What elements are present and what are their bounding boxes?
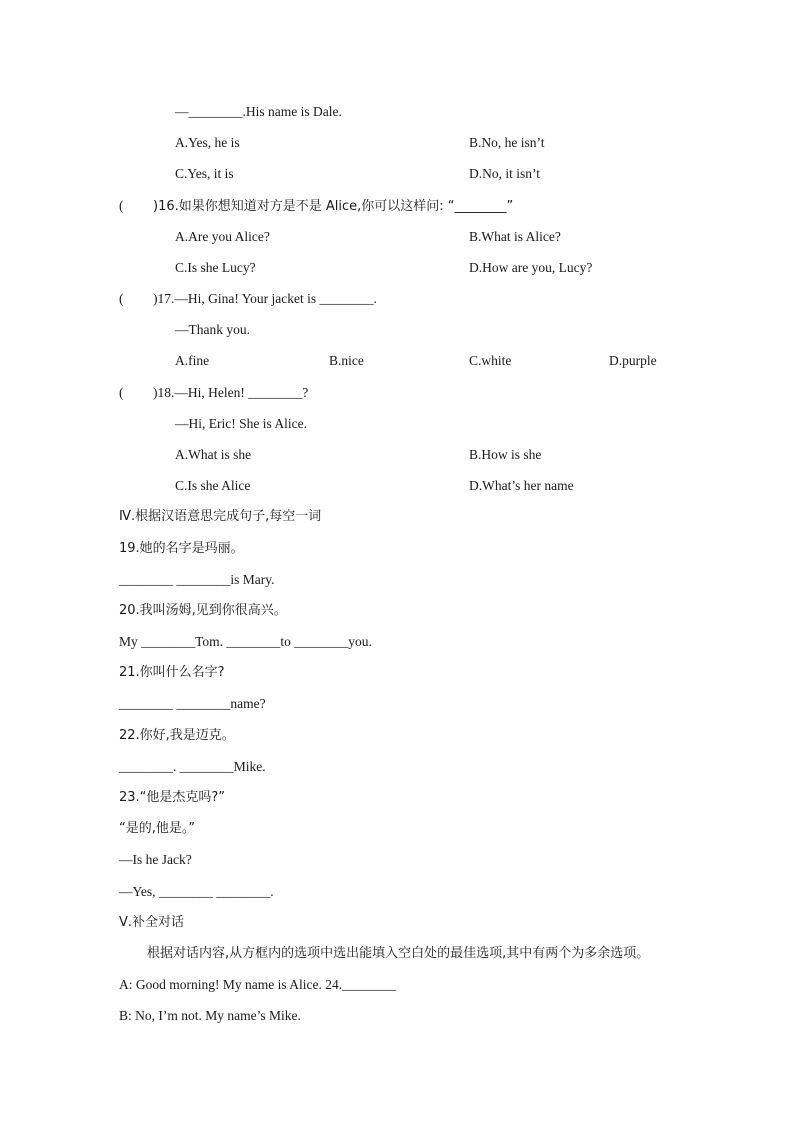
answer-paren: ( xyxy=(119,198,124,213)
q23-line-2: —Yes, ________ ________. xyxy=(119,884,274,899)
q18-reply: —Hi, Eric! She is Alice. xyxy=(175,416,307,431)
q18-option-b: B.How is she xyxy=(469,447,542,462)
q23-prompt-2: “是的,他是。” xyxy=(119,821,196,836)
q16-option-c: C.Is she Lucy? xyxy=(175,260,256,275)
q17-stem-line xyxy=(119,290,377,308)
q17-reply: —Thank you. xyxy=(175,322,250,337)
q17-stem: )17.—Hi, Gina! Your jacket is ________. xyxy=(153,291,377,306)
q15-option-b: B.No, he isn’t xyxy=(469,135,545,150)
q22-prompt: 22.你好,我是迈克。 xyxy=(119,728,235,743)
q21-prompt: 21.你叫什么名字? xyxy=(119,665,225,680)
q16-stem: )16.如果你想知道对方是不是 Alice,你可以这样问: “________” xyxy=(153,199,514,214)
q23-line-1: —Is he Jack? xyxy=(119,852,192,867)
q17-option-b: B.nice xyxy=(329,353,364,368)
q16-stem-line xyxy=(119,197,513,216)
q16-option-a: A.Are you Alice? xyxy=(175,229,270,244)
q20-answer: My ________Tom. ________to ________you. xyxy=(119,634,372,649)
q21-answer: ________ ________name? xyxy=(119,696,266,711)
q17-option-c: C.white xyxy=(469,353,512,368)
q15-option-d: D.No, it isn’t xyxy=(469,166,541,181)
q17-option-d: D.purple xyxy=(609,353,657,368)
section-4-title: Ⅳ.根据汉语意思完成句子,每空一词 xyxy=(119,509,322,524)
q16-option-d: D.How are you, Lucy? xyxy=(469,260,593,275)
q23-prompt-1: 23.“他是杰克吗?” xyxy=(119,790,226,805)
answer-paren: ( xyxy=(119,291,124,306)
q19-answer: ________ ________is Mary. xyxy=(119,572,275,587)
q16-option-b: B.What is Alice? xyxy=(469,229,561,244)
section-5-title: Ⅴ.补全对话 xyxy=(119,915,185,930)
answer-paren: ( xyxy=(119,385,124,400)
q18-option-c: C.Is she Alice xyxy=(175,478,251,493)
q15-option-c: C.Yes, it is xyxy=(175,166,234,181)
q20-prompt: 20.我叫汤姆,见到你很高兴。 xyxy=(119,603,287,618)
q15-option-a: A.Yes, he is xyxy=(175,135,240,150)
dialog-line-b: B: No, I’m not. My name’s Mike. xyxy=(119,1008,301,1023)
q18-stem-line xyxy=(119,384,308,402)
section-5-instruction: 根据对话内容,从方框内的选项中选出能填入空白处的最佳选项,其中有两个为多余选项。 xyxy=(147,946,650,961)
q22-answer: ________. ________Mike. xyxy=(119,759,266,774)
q17-option-a: A.fine xyxy=(175,353,210,368)
q19-prompt: 19.她的名字是玛丽。 xyxy=(119,541,244,556)
q18-stem: )18.—Hi, Helen! ________? xyxy=(153,385,309,400)
q18-option-a: A.What is she xyxy=(175,447,252,462)
q15-answer-line: —________.His name is Dale. xyxy=(175,104,342,119)
dialog-line-a: A: Good morning! My name is Alice. 24.________ xyxy=(119,977,397,992)
q18-option-d: D.What’s her name xyxy=(469,478,574,493)
